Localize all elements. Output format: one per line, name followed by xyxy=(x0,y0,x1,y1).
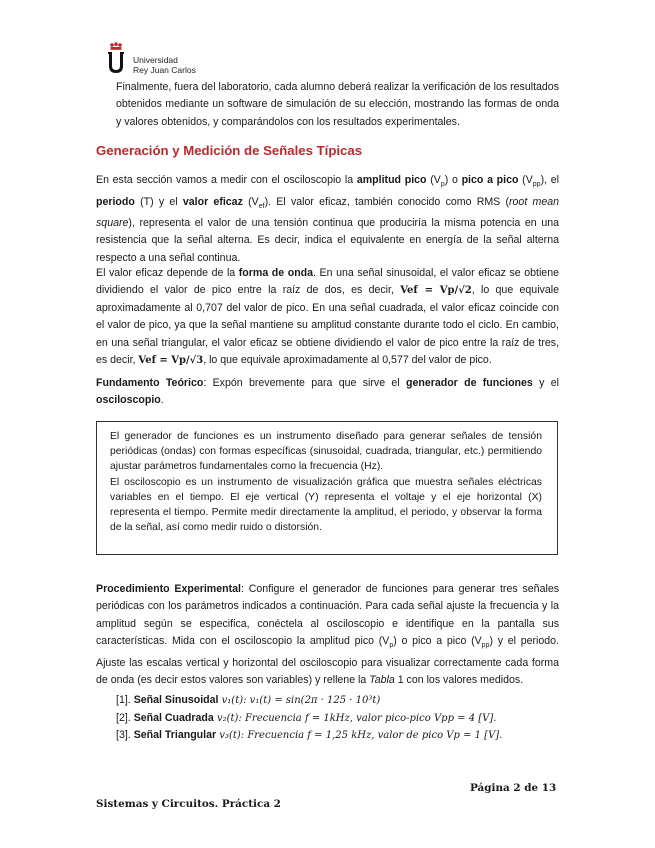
p2-text-c: . En una señal sinusoidal, el valor eficaz se obtiene dividiendo el valor de pico entre la raíz de dos, es decir, xyxy=(96,267,559,297)
p1-sub-ef: ef xyxy=(258,202,265,210)
list-item xyxy=(116,727,502,745)
logo-text xyxy=(133,55,196,75)
p2-text-a: El valor eficaz depende de la xyxy=(96,267,239,279)
procedimiento-text-b: ) o pico a pico (V xyxy=(393,635,482,648)
course-footer: Sistemas y Circuitos. Práctica 2 xyxy=(96,798,281,810)
p2-text-e: , lo que equivale aproximadamente al 0,577 del valor de pico. xyxy=(203,354,492,367)
p1-text-g: (T) y el xyxy=(134,195,183,208)
p2-bold-forma: forma de onda xyxy=(238,267,314,279)
p1-text-f: ), el xyxy=(540,174,559,186)
signal-2-expression: v₂(t): Frecuencia f = 1kHz, valor pico-pico Vpp = 4 [V]. xyxy=(213,712,497,724)
p1-text-e: (V xyxy=(518,174,533,186)
p1-sub-p: p xyxy=(440,181,445,189)
logo-line-2: Rey Juan Carlos xyxy=(133,65,196,75)
paragraph-2 xyxy=(96,265,559,369)
answer-text xyxy=(110,429,542,535)
fundamento-text-d: . xyxy=(160,394,164,407)
fundamento-label: Fundamento Teórico xyxy=(96,377,204,389)
signal-3-expression: v₃(t): Frecuencia f = 1,25 kHz, valor de pico Vp = 1 [V]. xyxy=(216,730,503,742)
fundamento-text-a: : Expón brevemente para que sirve el xyxy=(203,377,406,389)
p2-text-d: , lo que equivale aproximadamente al 0,707 del valor de pico. En una señal cuadrada, el valor eficaz coincide con el valor de pico, ya que la señal mantiene su amplitud constante durante todo el ciclo. En cambio, en una señal triangular, el valor eficaz se obtiene dividiendo el valor de pico entre la raíz de tres, es decir, xyxy=(96,284,559,367)
procedimiento-paragraph xyxy=(96,581,559,690)
logo-line-1: Universidad xyxy=(133,55,178,65)
p1-bold-eficaz: valor eficaz xyxy=(182,195,243,208)
procedimiento-text-c: ) y el periodo. Ajuste las escalas vertical y horizontal del osciloscopio para visualizar correctamente cada forma de onda (es decir estos valores son variables) y rellene la xyxy=(96,635,559,687)
p2-formula-sqrt3: Vef = Vp/√3 xyxy=(138,355,204,367)
intro-text: Finalmente, fuera del laboratorio, cada alumno deberá realizar la verificación de los resultados obtenidos mediante un software de simulación de su elección, mostrando las formas de onda y valores obtenidos, y comparándolos con los resultados experimentales. xyxy=(116,81,559,128)
list-item xyxy=(116,710,502,728)
fundamento-bold-generador: generador de funciones xyxy=(405,377,533,389)
signal-2-name: Señal Cuadrada xyxy=(133,711,214,724)
signal-3-number: [3]. xyxy=(116,729,131,742)
urjc-logo-icon xyxy=(103,42,129,76)
section-heading: Generación y Medición de Señales Típicas xyxy=(96,143,363,158)
fundamento-bold-osciloscopio: osciloscopio xyxy=(96,394,161,407)
p1-bold-amplitud: amplitud pico xyxy=(356,174,427,186)
p1-sub-pp: pp xyxy=(532,181,541,189)
list-item xyxy=(116,692,502,710)
p1-text-c: (V xyxy=(426,174,441,186)
signal-1-expression: v₁(t): v₁(t) = sin(2π · 125 · 10³t) xyxy=(218,695,381,706)
signal-1-number: [1]. xyxy=(116,694,131,706)
signal-1-name: Señal Sinusoidal xyxy=(133,694,219,706)
procedimiento-text-a: : Configure el generador de funciones para generar tres señales periódicas con los parámetros indicados a continuación. Para cada señal ajuste la frecuencia y la amplitud según se especifica, conéctela al osciloscopio e identifique en la pantalla sus características. Mida con el osciloscopio la amplitud pico (V xyxy=(96,583,560,648)
answer-generador: El generador de funciones es un instrumento diseñado para generar señales de tensión periódicas (ondas) con formas específicas (sinusoidal, cuadrada, triangular, etc.) permitiendo ajustar parámetros fundamentales como la frecuencia (Hz). xyxy=(110,431,542,473)
p1-text-a: En esta sección vamos a medir con el osciloscopio la xyxy=(96,174,357,186)
procedimiento-sub-pp: pp xyxy=(481,642,490,650)
answer-osciloscopio: El osciloscopio es un instrumento de visualización gráfica que muestra señales eléctricas variables en el tiempo. El eje vertical (Y) representa el voltaje y el eje horizontal (X) representa el tiempo. Permite medir directamente la amplitud, el periodo, y observar la forma de la señal, así como medir ruido o distorsión. xyxy=(110,476,542,534)
signal-3-name: Señal Triangular xyxy=(133,729,217,742)
p1-bold-periodo: periodo xyxy=(96,195,135,208)
p1-text-h: (V xyxy=(242,195,259,208)
intro-paragraph xyxy=(116,79,559,131)
university-logo xyxy=(103,42,196,76)
p2-formula-sqrt2: Vef = Vp/√2 xyxy=(400,285,472,297)
procedimiento-label: Procedimiento Experimental xyxy=(96,583,241,595)
p1-bold-pico: pico a pico xyxy=(461,174,519,186)
paragraph-1 xyxy=(96,172,559,267)
procedimiento-text-d: 1 con los valores medidos. xyxy=(394,674,524,687)
signal-list xyxy=(116,692,502,745)
procedimiento-sub-p: p xyxy=(389,642,394,650)
page-number: Página 2 de 13 xyxy=(470,782,557,794)
answer-box xyxy=(96,421,558,555)
p1-text-j: ), representa el valor de una tensión continua que produciría la misma potencia en una resistencia que la señal alterna. Es decir, indica el equivalente en energía de la señal alterna respecto a una señal continua. xyxy=(96,217,559,264)
fundamento-text-c: y el xyxy=(532,377,559,389)
fundamento-paragraph xyxy=(96,375,559,410)
procedimiento-em-tabla: Tabla xyxy=(369,674,395,687)
p1-text-i: ). El valor eficaz, también conocido como RMS ( xyxy=(264,195,510,208)
p1-text-d: ) o xyxy=(444,174,462,186)
p1-em-rms: root mean square xyxy=(96,195,560,230)
signal-2-number: [2]. xyxy=(116,711,131,724)
